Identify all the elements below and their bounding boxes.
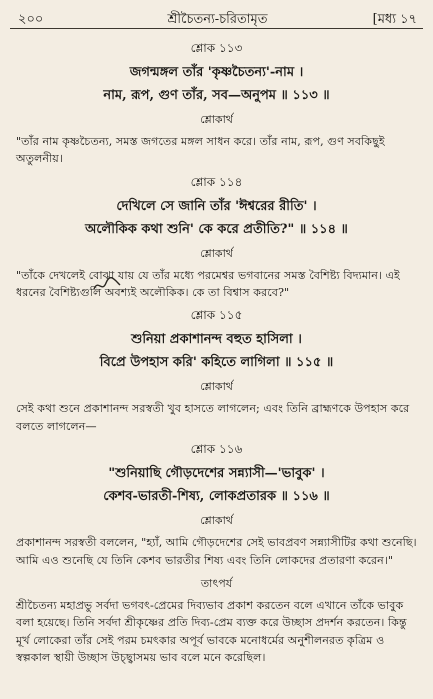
verse-line: নাম, রূপ, গুণ তাঁর, সব—অনুপম ॥ ১১৩ ॥: [103, 88, 330, 103]
verse-block: [16, 40, 417, 168]
purport-heading: তাৎপর্য: [200, 576, 233, 590]
verse-line: অলৌকিক কথা শুনি' কে করে প্রতীতি?" ॥ ১১৪ ॥: [85, 221, 348, 237]
running-header: [12, 8, 423, 30]
verse-line: দেখিলে সে জানি তাঁর 'ঈশ্বরের রীতি' ।: [116, 198, 317, 214]
verse-heading: শ্লোক ১১৩: [190, 41, 243, 55]
page-body: [16, 36, 417, 672]
translation-heading: শ্লোকার্থ: [200, 380, 233, 394]
page-number: ২০০: [18, 12, 44, 27]
verse-line: "শুনিয়াছি গৌড়দেশের সন্ন্যাসী—'ভাবুক' ।: [108, 466, 325, 482]
translation-heading: শ্লোকার্থ: [200, 514, 233, 528]
book-title: শ্রীচৈতন্য-চরিতামৃত: [167, 12, 268, 27]
verse-heading: শ্লোক ১১৪: [190, 174, 243, 189]
translation-text: প্রকাশানন্দ সরস্বতী বললেন, "হ্যাঁ, আমি গৌড়দেশের সেই ভাবপ্রবণ সন্ন্যাসীটির কথা শুনেছি। আমি এও শুনেছি যে তিনি কেশব ভারতীর শিষ্য এবং তিনি লোকদের প্রতারণা করেন।": [16, 536, 417, 567]
verse-line: জগন্মঙ্গল তাঁর 'কৃষ্ণচৈতন্য'-নাম ।: [129, 65, 304, 80]
verse-heading: শ্লোক ১১৫: [190, 308, 243, 323]
translation-heading: শ্লোকার্থ: [200, 246, 233, 260]
translation-heading: শ্লোকার্থ: [200, 113, 233, 126]
verse-block: [16, 174, 417, 302]
translation-text: "তাঁকে দেখলেই বোঝা যায় যে তাঁর মধ্যে পরমেশ্বর ভগবানের সমস্ত বৈশিষ্ট্য বিদ্যমান। এই ধরনের বৈশিষ্ট্যগুলি অবশ্যই অলৌকিক। কে তা বিশ্বাস করবে?": [16, 268, 400, 300]
verse-block: [16, 307, 417, 435]
purport-text: শ্রীচৈতন্য মহাপ্রভু সর্বদা ভগবৎ-প্রেমের দিব্যভাব প্রকাশ করতেন বলে এখানে তাঁকে ভাবুক বলা হয়েছে। তিনি সর্বদা শ্রীকৃষ্ণের প্রতি দিব্য-প্রেম ব্যক্ত করে উচ্ছাস প্রদর্শন করতেন। কিন্তু মূর্খ লোকেরা তাঁর সেই পরম চমৎকার অপূর্ব ভাবকে মনোধর্মের অনুশীলনরত কৃত্রিম ও স্বল্পকাল স্থায়ী উচ্ছাস উচ্ছ্বাসময় ভাব বলে মনে করেছিল।: [16, 598, 407, 664]
verse-line: বিপ্রে উপহাস করি' কহিতে লাগিলা ॥ ১১৫ ॥: [99, 355, 334, 371]
pen-mark: [92, 275, 122, 295]
purport-block: [16, 575, 417, 666]
header-rule: [10, 28, 423, 29]
translation-text: সেই কথা শুনে প্রকাশানন্দ সরস্বতী খুব হাসতে লাগলেন; এবং তিনি ব্রাহ্মণকে উপহাস করে বলতে লাগলেন—: [16, 402, 410, 433]
verse-heading: শ্লোক ১১৬: [190, 442, 243, 457]
chapter-label: [মধ্য ১৭: [372, 12, 417, 27]
verse-line: কেশব-ভারতী-শিষ্য, লোকপ্রতারক ॥ ১১৬ ॥: [103, 489, 330, 505]
verse-block: [16, 441, 417, 569]
verse-line: শুনিয়া প্রকাশানন্দ বহুত হাসিলা ।: [131, 332, 302, 348]
translation-text: "তাঁর নাম কৃষ্ণচৈতন্য, সমস্ত জগতের মঙ্গল সাধন করে। তাঁর নাম, রূপ, গুণ সবকিছুই অতুলনীয়।: [16, 135, 385, 166]
